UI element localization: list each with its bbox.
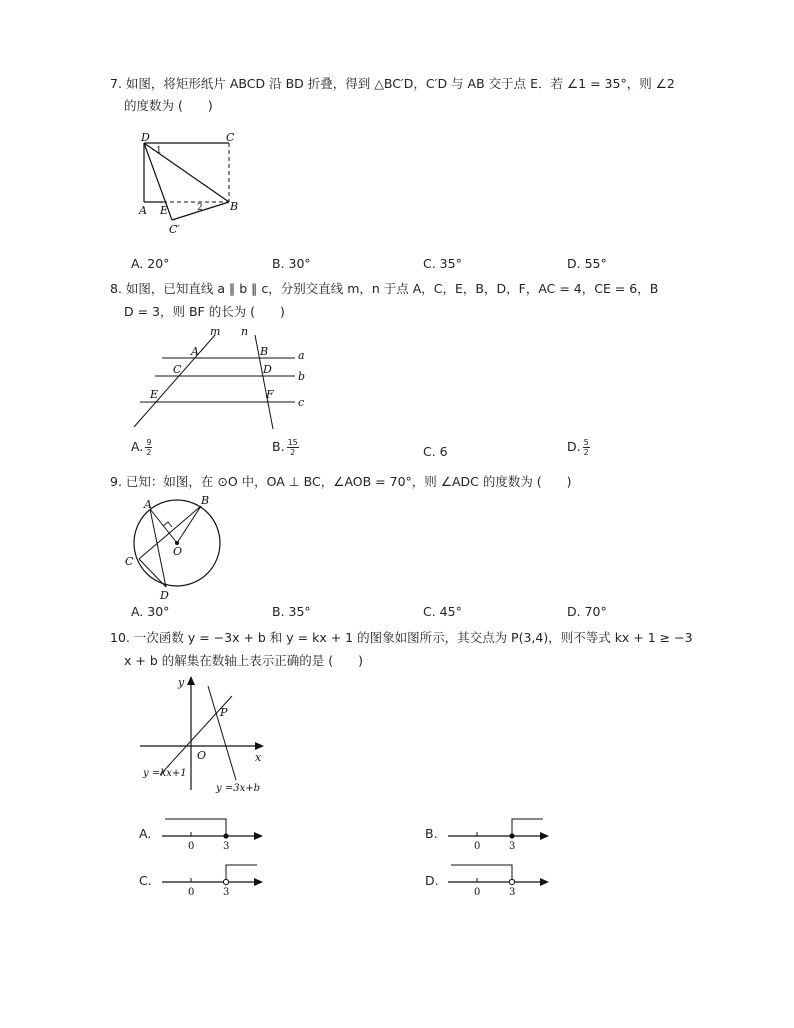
q8-option-b-prefix: B.	[272, 439, 285, 454]
q8-label-A: A	[191, 345, 199, 358]
q8-option-a-fraction	[145, 438, 152, 457]
q10-option-b-numberline	[446, 814, 556, 854]
q9-label-D: D	[160, 589, 169, 602]
q9-option-c: C. 45°	[423, 604, 462, 619]
q10-option-d-label: D.	[425, 873, 439, 888]
q10-d-tick-3: 3	[509, 887, 516, 898]
q8-text-line2: D = 3，则 BF 的长为 ( )	[124, 304, 285, 319]
q9-option-b: B. 35°	[272, 604, 311, 619]
q10-label-y: y	[178, 676, 185, 689]
q8-label-F: F	[266, 388, 274, 401]
q10-option-a-numberline	[160, 814, 270, 854]
q8-option-a-den: 2	[146, 448, 152, 457]
q9-option-d: D. 70°	[567, 604, 607, 619]
q8-option-d	[567, 438, 590, 457]
q10-option-b-label: B.	[425, 826, 438, 841]
q8-option-c	[423, 444, 448, 459]
q7-label-E: E	[160, 204, 169, 217]
q7-angle-2: 2	[197, 203, 203, 213]
q10-text-line1: 10. 一次函数 y = −3x + b 和 y = kx + 1 的图象如图所示，其交点为 P(3,4)，则不等式 kx + 1 ≥ −3	[110, 630, 693, 645]
q8-label-m: m	[210, 325, 221, 338]
q7-label-C: C	[226, 131, 235, 144]
q10-a-tick-0: 0	[188, 841, 195, 852]
q7-text-line2: 的度数为 ( )	[124, 98, 213, 113]
q7-option-d: D. 55°	[567, 256, 607, 271]
q10-b-tick-3: 3	[509, 841, 516, 852]
q7-text-line1: 7. 如图，将矩形纸片 ABCD 沿 BD 折叠，得到 △BC′D，C′D 与 AB 交于点 E．若 ∠1 = 35°，则 ∠2	[110, 76, 675, 91]
q8-label-c: c	[298, 396, 305, 409]
q7-label-D: D	[141, 131, 150, 144]
q10-a-tick-3: 3	[223, 841, 230, 852]
q7-angle-1: 1	[156, 146, 162, 156]
q8-option-a-num: 9	[146, 438, 152, 447]
q10-label-O: O	[197, 749, 207, 762]
q8-figure	[130, 325, 315, 435]
q7-label-B: B	[230, 200, 239, 213]
q8-option-c-prefix: C. 6	[423, 444, 448, 459]
q10-label-P: P	[220, 706, 228, 719]
q10-option-c-numberline	[160, 860, 270, 900]
q10-c-tick-0: 0	[188, 887, 195, 898]
q8-label-C: C	[173, 363, 182, 376]
q9-figure	[122, 495, 232, 600]
q10-d-tick-0: 0	[474, 887, 481, 898]
q9-label-A: A	[144, 498, 152, 511]
q8-option-b	[272, 438, 299, 457]
q8-option-d-num: 5	[583, 438, 589, 447]
q8-option-d-prefix: D.	[567, 439, 581, 454]
q8-option-a-prefix: A.	[131, 439, 144, 454]
q8-option-b-den: 2	[290, 448, 296, 457]
q8-label-E: E	[150, 388, 159, 401]
q10-figure	[138, 672, 268, 797]
q7-label-A: A	[139, 204, 147, 217]
q10-c-tick-3: 3	[223, 887, 230, 898]
q8-label-B: B	[260, 345, 269, 358]
q9-option-a: A. 30°	[131, 604, 170, 619]
q10-option-c-label: C.	[139, 873, 152, 888]
q8-option-d-den: 2	[583, 448, 589, 457]
q8-label-D: D	[263, 363, 272, 376]
q9-label-O: O	[173, 545, 183, 558]
q10-option-a-label: A.	[139, 826, 152, 841]
q7-option-c: C. 35°	[423, 256, 462, 271]
q8-option-b-num: 15	[287, 438, 298, 447]
q9-text-line1: 9. 已知：如图，在 ⊙O 中，OA ⊥ BC，∠AOB = 70°，则 ∠ADC 的度数为 ( )	[110, 474, 572, 489]
q10-option-d-numberline	[446, 860, 556, 900]
q7-option-a: A. 20°	[131, 256, 170, 271]
q7-label-Cprime: C′	[169, 223, 180, 236]
q8-label-n: n	[241, 325, 249, 338]
q10-label-line1: y =kx+1	[143, 768, 187, 779]
q8-text-line1: 8. 如图，已知直线 a ∥ b ∥ c，分别交直线 m，n 于点 A，C，E，B，D，F，AC = 4，CE = 6，B	[110, 281, 659, 296]
q10-label-x: x	[255, 751, 262, 764]
q9-label-B: B	[201, 494, 210, 507]
q7-option-b: B. 30°	[272, 256, 311, 271]
q8-option-a	[131, 438, 152, 457]
q8-label-b: b	[298, 370, 306, 383]
q7-figure	[135, 130, 245, 240]
q8-option-b-fraction	[287, 438, 299, 457]
q10-b-tick-0: 0	[474, 841, 481, 852]
q10-label-line2: y =3x+b	[216, 783, 260, 794]
q8-option-d-fraction	[583, 438, 590, 457]
q8-label-a: a	[298, 349, 305, 362]
q9-label-C: C	[125, 555, 134, 568]
q10-text-line2: x + b 的解集在数轴上表示正确的是 ( )	[124, 653, 363, 668]
